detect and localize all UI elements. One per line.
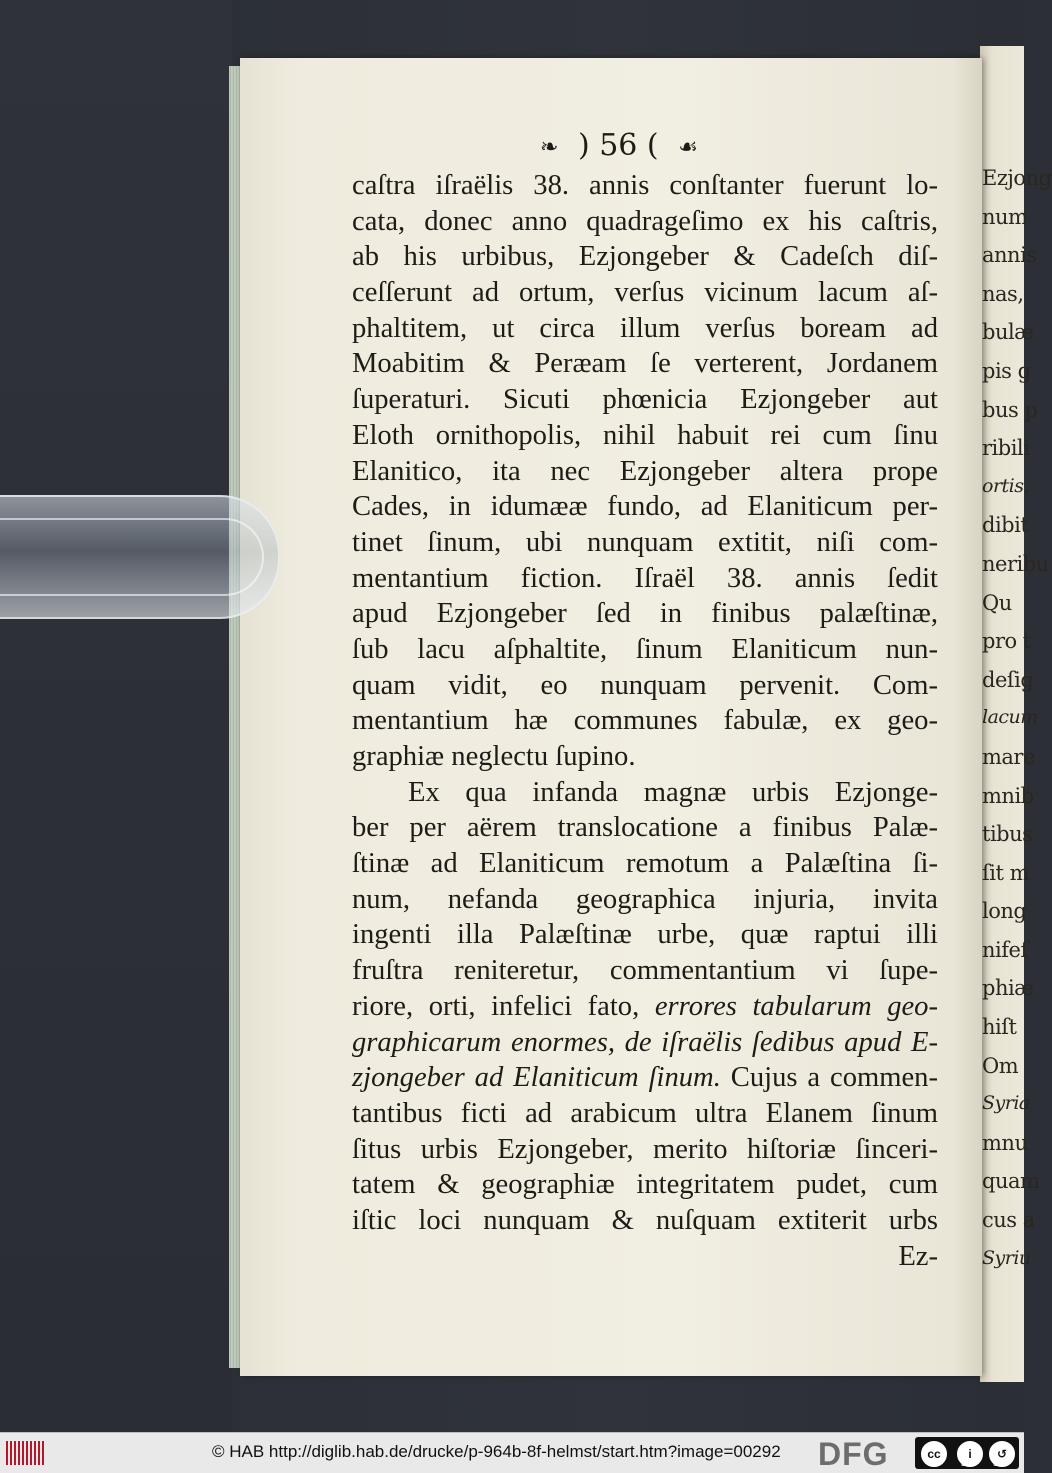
facing-page-line: Ezjong [982, 166, 1052, 190]
text-line: num, nefanda geographica injuria, invita [352, 883, 938, 915]
text-line [352, 989, 938, 1025]
dfg-logo[interactable]: DFG [818, 1436, 889, 1472]
facing-page-line: Syria [982, 1092, 1030, 1115]
facing-page-line: nas, [982, 281, 1024, 306]
text-segment: riore, orti, infelici fato, [352, 990, 640, 1022]
facing-page-line: mare [982, 744, 1035, 769]
text-line: ab his urbibus, Ezjongeber & Cadeſch diſ- [352, 241, 938, 273]
text-line: tatem & geographiæ integritatem pudet, cum [352, 1169, 938, 1201]
text-line: Moabitim & Peræam ſe verterent, Jordanem [352, 348, 938, 380]
facing-page-line: lacum [982, 706, 1038, 729]
left-ornament-icon: ❧ [540, 134, 559, 160]
text-line: apud Ezjongeber ſed in finibus palæſtinæ, [352, 598, 938, 630]
facing-page-line: Om [982, 1053, 1019, 1078]
page-clip-highlight [0, 518, 264, 596]
italic-segment: errores tabularum geo- [654, 990, 938, 1022]
by-icon: i [957, 1441, 983, 1467]
text-line: ſuperaturi. Sicuti phœnicia Ezjongeber aut [352, 384, 938, 416]
text-line: tinet ſinum, ubi nunquam extitit, niſi com- [352, 526, 938, 558]
text-line: Cades, in idumææ fundo, ad Elaniticum per- [352, 491, 938, 523]
facing-page-line: annis [982, 243, 1037, 268]
text-line: cata, donec anno quadrageſimo ex his caſtris, [352, 205, 938, 237]
text-line: ingenti illa Palæſtinæ urbe, quæ raptui illi [352, 919, 938, 951]
facing-page-line: phiæ [982, 976, 1034, 1001]
sa-label: SA [993, 1459, 1006, 1468]
facing-page-line: bus p [982, 397, 1038, 422]
facing-page-line: nifeſ [982, 937, 1028, 962]
facing-page-line: neribu [982, 551, 1049, 576]
page-header [540, 128, 780, 168]
catchword: Ez- [898, 1240, 938, 1272]
facing-page-line: tibus [982, 822, 1033, 847]
text-segment: Cujus a commen- [720, 1062, 938, 1094]
facing-page-line: quam [982, 1169, 1040, 1194]
text-line: Elanitico, ita nec Ezjongeber altera prope [352, 455, 938, 487]
text-line: mentantium fiction. Iſraël 38. annis ſedit [352, 562, 938, 594]
text-line: caſtra iſraëlis 38. annis conſtanter fuerunt lo- [352, 170, 938, 201]
text-line [352, 1060, 938, 1096]
facing-page-line: mnu [982, 1130, 1028, 1155]
facing-page-line: pis g [982, 358, 1031, 383]
facing-page-text [982, 166, 1052, 1285]
text-line: ceſſerunt ad ortum, verſus vicinum lacum aſ- [352, 277, 938, 309]
page-number: ) 56 ( [577, 128, 659, 163]
text-line: ber per aërem translocatione a finibus Palæ- [352, 812, 938, 844]
book-cover [0, 0, 232, 1432]
cc-license-badge[interactable] [915, 1437, 1019, 1469]
text-line: Ex qua infanda magnæ urbis Ezjonge- [408, 776, 938, 808]
facing-page-line: ribili [982, 436, 1030, 461]
facing-page-line: ortis. [982, 474, 1030, 497]
text-line: graphicarum enormes, de iſraëlis ſedibus apud E- [352, 1026, 938, 1058]
facing-page-line: hiſt [982, 1015, 1017, 1040]
facing-page-line: long [982, 899, 1027, 924]
right-ornament-icon: ☙ [678, 134, 698, 160]
facing-page-line: deſig [982, 667, 1034, 692]
facing-page-line: Qu [982, 590, 1012, 615]
text-line: iſtic loci nunquam & nuſquam extiterit urbs [352, 1204, 938, 1236]
text-line: ſub lacu aſphaltite, ſinum Elaniticum nun- [352, 633, 938, 665]
barcode-icon [6, 1441, 46, 1465]
footer-bar [0, 1432, 1024, 1473]
text-line: phaltitem, ut circa illum verſus boream ad [352, 312, 938, 344]
facing-page-line: cus a [982, 1208, 1035, 1233]
text-line: ſitus urbis Ezjongeber, merito hiſtoriæ ſinceri- [352, 1133, 938, 1165]
cc-icon: cc [921, 1441, 947, 1467]
by-label: BY [961, 1459, 974, 1468]
text-line: quam vidit, eo nunquam pervenit. Com- [352, 669, 938, 701]
facing-page-line: mnib [982, 783, 1034, 808]
page-body [352, 168, 938, 1274]
text-line: fruſtra reniteretur, commentantium vi ſupe- [352, 955, 938, 987]
facing-page-line: ſit m [982, 860, 1030, 885]
facing-page-line: bulæ [982, 320, 1034, 345]
text-line: graphiæ neglectu ſupino. [352, 741, 636, 772]
text-line: mentantium hæ communes fabulæ, ex geo- [352, 705, 938, 737]
source-credit[interactable]: © HAB http://diglib.hab.de/drucke/p-964b-8f-helmst/start.htm?image=00292 [212, 1442, 781, 1461]
facing-page-line: pro t [982, 629, 1031, 654]
facing-page [980, 46, 1052, 1382]
sa-icon: ↺ [989, 1441, 1015, 1467]
facing-page-line: dibit [982, 513, 1029, 538]
facing-page-line: num [982, 204, 1028, 229]
text-line: tantibus ficti ad arabicum ultra Elanem ſinum [352, 1097, 938, 1129]
text-line: Eloth ornithopolis, nihil habuit rei cum ſinu [352, 419, 938, 451]
text-line: ſtinæ ad Elaniticum remotum a Palæſtina ſi- [352, 848, 938, 880]
italic-segment: zjongeber ad Elaniticum ſinum. [352, 1062, 721, 1094]
facing-page-line: Syriu [982, 1246, 1031, 1269]
